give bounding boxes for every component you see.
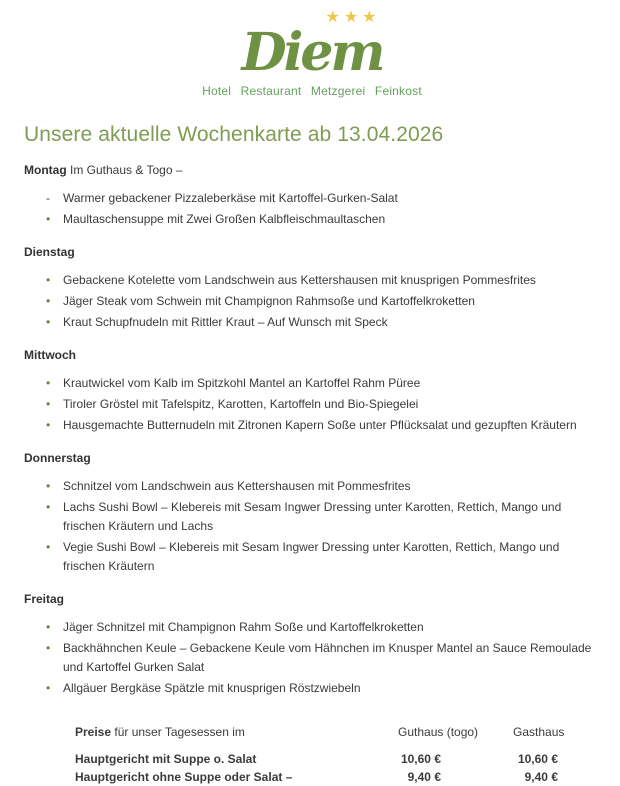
bullet-icon: • bbox=[46, 620, 51, 634]
day-items bbox=[24, 618, 600, 698]
day-heading bbox=[24, 244, 600, 260]
price-row bbox=[75, 768, 600, 786]
menu-item bbox=[24, 189, 600, 208]
day-items bbox=[24, 374, 600, 435]
dash-icon: - bbox=[46, 191, 50, 205]
menu-item bbox=[24, 498, 600, 536]
day-name: Montag bbox=[24, 163, 67, 177]
menu-item bbox=[24, 313, 600, 332]
bullet-icon: • bbox=[46, 376, 51, 390]
menu-item-text: Lachs Sushi Bowl – Klebereis mit Sesam Ingwer Dressing unter Karotten, Rettich, Mango und frischen Kräutern und Lachs bbox=[63, 500, 562, 533]
menu-item-text: Backhähnchen Keule – Gebackene Keule vom Hähnchen im Knusper Mantel an Sauce Remoulade und Kartoffel Gurken Salat bbox=[63, 641, 592, 674]
bullet-icon: • bbox=[46, 273, 51, 287]
day-items bbox=[24, 477, 600, 576]
menu-item bbox=[24, 618, 600, 637]
price-row bbox=[75, 750, 600, 768]
menu-item bbox=[24, 210, 600, 229]
day-section-montag bbox=[24, 162, 600, 229]
bullet-icon: • bbox=[46, 641, 51, 655]
menu-item-text: Jäger Schnitzel mit Champignon Rahm Soße und Kartoffelkroketten bbox=[63, 620, 424, 634]
day-name: Mittwoch bbox=[24, 348, 76, 362]
menu-item bbox=[24, 477, 600, 496]
menu-item bbox=[24, 395, 600, 414]
menu-item-text: Krautwickel vom Kalb im Spitzkohl Mantel an Kartoffel Rahm Püree bbox=[63, 376, 421, 390]
menu-item-text: Jäger Steak vom Schwein mit Champignon Rahmsoße und Kartoffelkroketten bbox=[63, 294, 475, 308]
price-row-label: Hauptgericht mit Suppe o. Salat bbox=[75, 752, 257, 766]
price-intro-rest: für unser Tagesessen im bbox=[111, 725, 245, 739]
price-row-label: Hauptgericht ohne Suppe oder Salat – bbox=[75, 770, 293, 784]
menu-item-text: Warmer gebackener Pizzaleberkäse mit Kartoffel-Gurken-Salat bbox=[63, 191, 398, 205]
page-title: Unsere aktuelle Wochenkarte ab 13.04.2026 bbox=[24, 123, 444, 146]
day-name: Dienstag bbox=[24, 245, 75, 259]
day-heading bbox=[24, 162, 600, 178]
star-icon: ★ bbox=[343, 9, 363, 26]
day-heading bbox=[24, 591, 600, 607]
menu-item-text: Vegie Sushi Bowl – Klebereis mit Sesam Ingwer Dressing unter Karotten, Rettich, Mango und frischen Kräutern bbox=[63, 540, 560, 573]
menu-item-text: Tiroler Gröstel mit Tafelspitz, Karotten, Kartoffeln und Bio-Spiegelei bbox=[63, 397, 419, 411]
menu-item bbox=[24, 292, 600, 311]
day-name: Donnerstag bbox=[24, 451, 91, 465]
menu-item bbox=[24, 679, 600, 698]
bullet-icon: • bbox=[46, 397, 51, 411]
price-value-guthaus-togo: 10,60 € bbox=[400, 752, 441, 766]
menu-item-text: Schnitzel vom Landschwein aus Kettershausen mit Pommesfrites bbox=[63, 479, 411, 493]
price-intro-bold: Preise bbox=[75, 725, 112, 739]
bullet-icon: • bbox=[46, 294, 51, 308]
menu-item-text: Kraut Schupfnudeln mit Rittler Kraut – Auf Wunsch mit Speck bbox=[63, 315, 388, 329]
logo bbox=[24, 0, 600, 98]
menu-item-text: Maultaschensuppe mit Zwei Großen Kalbfleischmaultaschen bbox=[63, 212, 386, 226]
price-value-gasthaus: 9,40 € bbox=[524, 770, 558, 784]
day-heading bbox=[24, 347, 600, 363]
menu-item bbox=[24, 416, 600, 435]
bullet-icon: • bbox=[46, 500, 51, 514]
day-name: Freitag bbox=[24, 592, 65, 606]
logo-wordmark: Diem bbox=[241, 22, 383, 83]
price-intro bbox=[75, 723, 395, 741]
bullet-icon: • bbox=[46, 479, 51, 493]
menu-item bbox=[24, 271, 600, 290]
bullet-icon: • bbox=[46, 315, 51, 329]
day-section-dienstag bbox=[24, 244, 600, 332]
three-stars bbox=[24, 10, 600, 26]
menu-item bbox=[24, 639, 600, 677]
menu-item-text: Gebackene Kotelette vom Landschwein aus Kettershausen mit knusprigen Pommesfrites bbox=[63, 273, 536, 287]
bullet-icon: • bbox=[46, 540, 51, 554]
day-heading bbox=[24, 450, 600, 466]
day-items bbox=[24, 189, 600, 229]
star-icon: ★ bbox=[362, 9, 381, 26]
day-section-donnerstag bbox=[24, 450, 600, 576]
bullet-icon: • bbox=[46, 681, 51, 695]
day-section-mittwoch bbox=[24, 347, 600, 435]
logo-subtitle: Hotel Restaurant Metzgerei Feinkost bbox=[202, 84, 422, 98]
column-header-guthaus-togo: Guthaus (togo) bbox=[398, 725, 479, 739]
star-icon: ★ bbox=[325, 9, 344, 26]
menu-item-text: Hausgemachte Butternudeln mit Zitronen Kapern Soße unter Pflücksalat und gezupften Kräutern bbox=[63, 418, 577, 432]
bullet-icon: • bbox=[46, 418, 51, 432]
column-header-gasthaus: Gasthaus bbox=[513, 725, 565, 739]
menu-item bbox=[24, 374, 600, 393]
price-table-header bbox=[75, 723, 600, 741]
day-suffix: Im Guthaus & Togo – bbox=[66, 163, 183, 177]
menu-item bbox=[24, 538, 600, 576]
bullet-icon: • bbox=[46, 212, 51, 226]
price-value-gasthaus: 10,60 € bbox=[517, 752, 558, 766]
day-section-freitag bbox=[24, 591, 600, 698]
menu-item-text: Allgäuer Bergkäse Spätzle mit knusprigen Röstzwiebeln bbox=[63, 681, 361, 695]
price-table bbox=[75, 723, 600, 786]
price-value-guthaus-togo: 9,40 € bbox=[407, 770, 441, 784]
day-items bbox=[24, 271, 600, 332]
